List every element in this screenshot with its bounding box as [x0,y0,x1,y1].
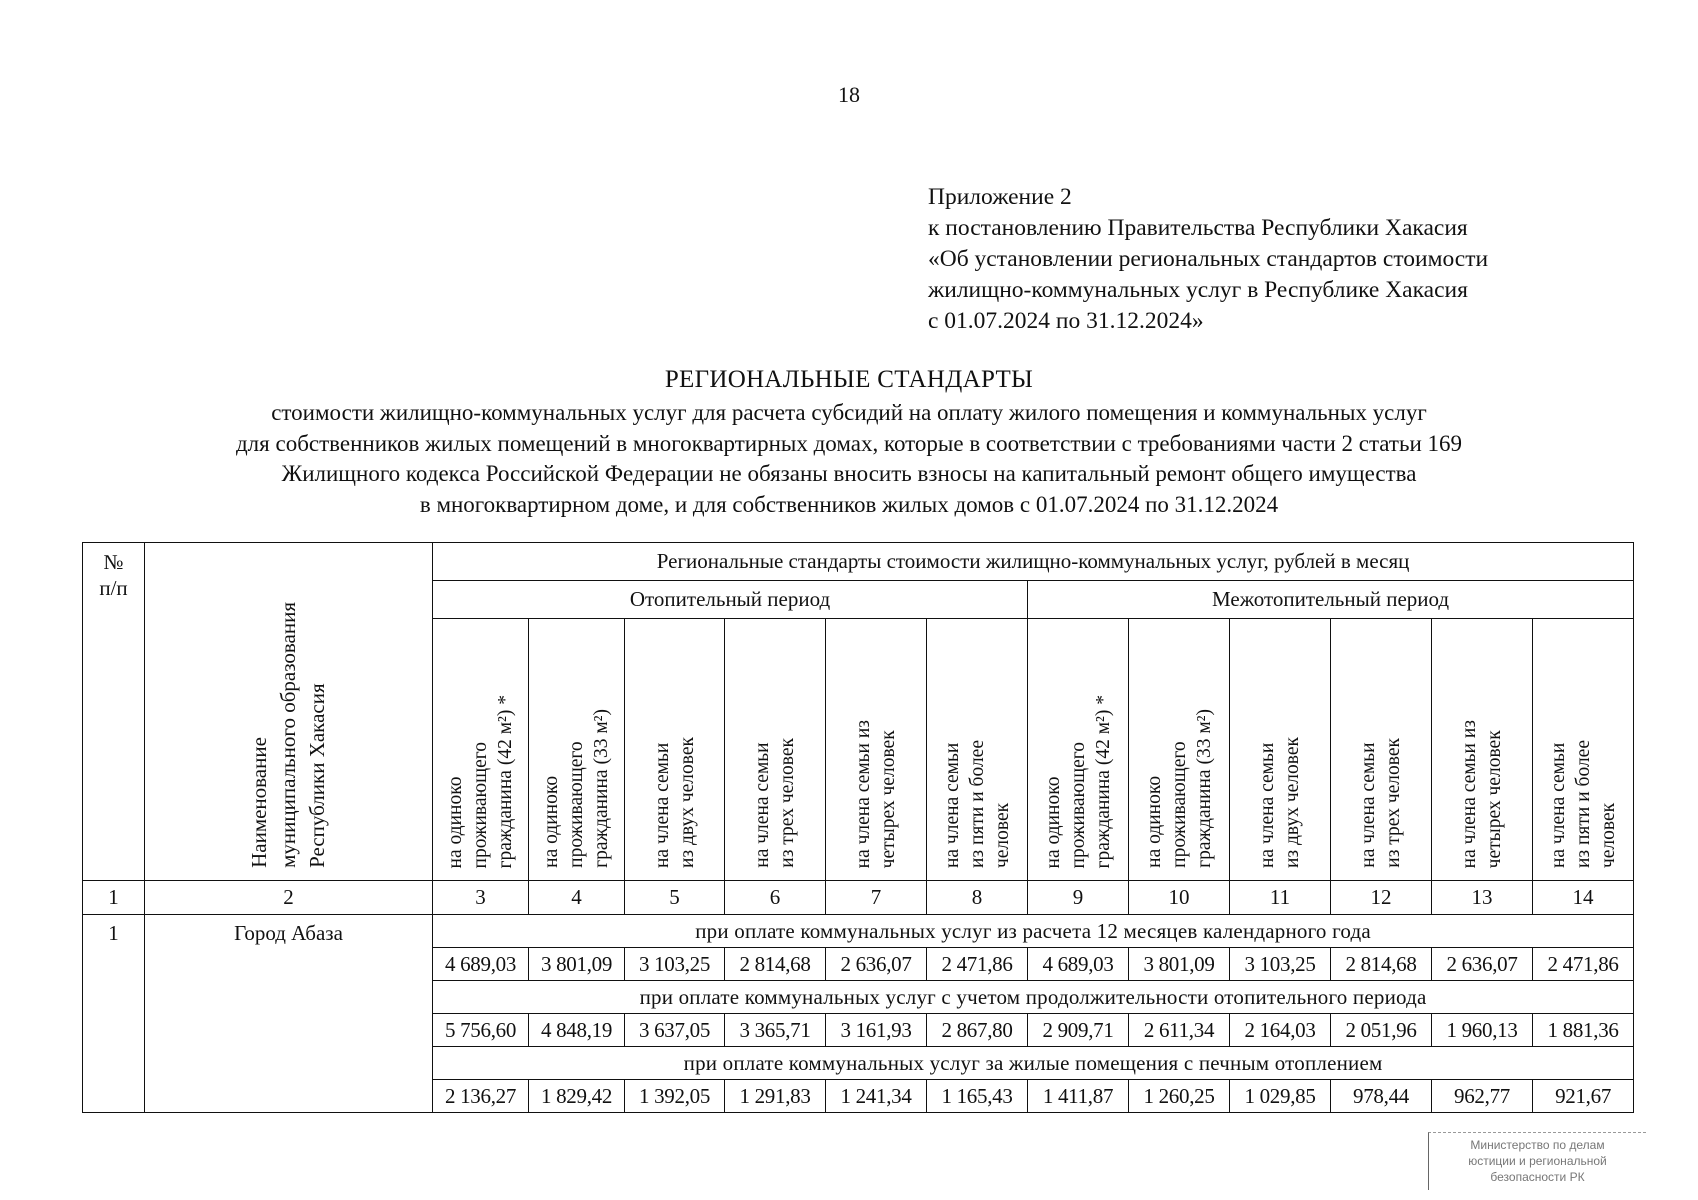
value-cell: 1 881,36 [1533,1014,1634,1047]
appendix-line: Приложение 2 [928,184,1072,210]
appendix-line: жилищно-коммунальных услуг в Республике Хакасия [928,277,1468,303]
value-cell: 2 051,96 [1331,1014,1432,1047]
column-number: 5 [625,881,725,915]
column-number: 1 [83,881,145,915]
document-subtitle [0,398,1698,520]
value-cell: 962,77 [1432,1080,1533,1113]
value-cell: 1 165,43 [927,1080,1028,1113]
appendix-line: «Об установлении региональных стандартов стоимости [928,246,1489,272]
stamp-line: Министерство по делам [1470,1138,1605,1152]
value-cell: 921,67 [1533,1080,1634,1113]
header-heating-period: Отопительный период [433,581,1028,619]
column-number: 8 [927,881,1028,915]
subheader-cell [1331,619,1432,881]
subheader-text: на члена семьи из двух человек [1257,736,1303,868]
subheader-cell [1432,619,1533,881]
value-cell: 4 689,03 [1028,948,1129,981]
subtitle-line: в многоквартирном доме, и для собственников жилых домов с 01.07.2024 по 31.12.2024 [419,491,1279,517]
subheader-text: на члена семьи из четырех человек [1459,719,1505,868]
table-row [83,915,1634,948]
subheader-text: на одиноко проживающего гражданина (42 м²) * [1042,694,1114,868]
value-cell: 4 689,03 [433,948,529,981]
value-cell: 1 241,34 [826,1080,927,1113]
stamp-line: безопасности РК [1490,1170,1585,1184]
value-cell: 1 829,42 [529,1080,625,1113]
value-cell: 1 960,13 [1432,1014,1533,1047]
subheader-cell [1129,619,1230,881]
value-cell: 978,44 [1331,1080,1432,1113]
subheader-text: на одиноко проживающего гражданина (33 м²) [541,709,612,868]
value-cell: 1 029,85 [1230,1080,1331,1113]
value-cell: 5 756,60 [433,1014,529,1047]
value-cell: 1 291,83 [725,1080,826,1113]
subtitle-line: для собственников жилых помещений в многоквартирных домах, которые в соответствии с требованиями части 2 статьи 169 [235,430,1463,456]
document-title: РЕГИОНАЛЬНЫЕ СТАНДАРТЫ [664,366,1034,393]
section-condition: при оплате коммунальных услуг за жилые помещения с печным отоплением [433,1047,1634,1080]
subheader-text: на члена семьи из трех человек [1358,738,1404,868]
value-cell: 2 164,03 [1230,1014,1331,1047]
section-condition: при оплате коммунальных услуг из расчета 12 месяцев календарного года [433,915,1634,948]
subtitle-line: Жилищного кодекса Российской Федерации не обязаны вносить взносы на капитальный ремонт общего имущества [281,461,1417,486]
value-cell: 2 611,34 [1129,1014,1230,1047]
subheader-cell [927,619,1028,881]
header-municipality [145,543,433,881]
subheader-cell [433,619,529,881]
subheader-cell [1230,619,1331,881]
header-nonheating-period: Межотопительный период [1028,581,1634,619]
value-cell: 3 103,25 [1230,948,1331,981]
value-cell: 3 161,93 [826,1014,927,1047]
subheader-cell [826,619,927,881]
subheader-cell [725,619,826,881]
header-number: № п/п [83,543,145,881]
value-cell: 2 867,80 [927,1014,1028,1047]
column-number: 6 [725,881,826,915]
value-cell: 3 365,71 [725,1014,826,1047]
stamp-line: юстиции и региональной [1468,1154,1607,1168]
subheader-cell [1028,619,1129,881]
value-cell: 1 411,87 [1028,1080,1129,1113]
column-number: 7 [826,881,927,915]
column-number: 11 [1230,881,1331,915]
value-cell: 2 636,07 [1432,948,1533,981]
column-number: 4 [529,881,625,915]
value-cell: 3 637,05 [625,1014,725,1047]
column-number: 9 [1028,881,1129,915]
subheader-cell [625,619,725,881]
page-number: 18 [838,82,860,107]
header-municipality-text: Наименование муниципального образования Республики Хакасия [247,602,329,868]
standards-table [82,542,1634,1113]
subheader-text: на одиноко проживающего гражданина (42 м²) * [445,694,516,868]
value-cell: 1 260,25 [1129,1080,1230,1113]
value-cell: 2 471,86 [927,948,1028,981]
row-municipality-name: Город Абаза [145,915,433,1113]
value-cell: 2 814,68 [1331,948,1432,981]
value-cell: 2 136,27 [433,1080,529,1113]
value-cell: 2 909,71 [1028,1014,1129,1047]
value-cell: 1 392,05 [625,1080,725,1113]
subheader-text: на члена семьи из пяти и более человек [941,739,1013,868]
column-number: 2 [145,881,433,915]
column-number: 13 [1432,881,1533,915]
value-cell: 3 801,09 [1129,948,1230,981]
column-number: 14 [1533,881,1634,915]
value-cell: 2 814,68 [725,948,826,981]
subtitle-line: стоимости жилищно-коммунальных услуг для расчета субсидий на оплату жилого помещения и коммунальных услуг [271,400,1427,425]
value-cell: 2 636,07 [826,948,927,981]
row-number: 1 [83,915,145,1113]
column-number: 12 [1331,881,1432,915]
column-number: 10 [1129,881,1230,915]
value-cell: 3 103,25 [625,948,725,981]
subheader-text: на члена семьи из двух человек [651,736,698,868]
registration-stamp [1428,1132,1646,1190]
column-number-row [83,881,1634,915]
subheader-text: на члена семьи из четырех человек [853,719,899,868]
subheader-cell [529,619,625,881]
column-number: 3 [433,881,529,915]
appendix-block [928,182,1648,337]
appendix-line: к постановлению Правительства Республики Хакасия [928,215,1468,241]
subheader-cell [1533,619,1634,881]
section-condition: при оплате коммунальных услуг с учетом продолжительности отопительного периода [433,981,1634,1014]
header-group: Региональные стандарты стоимости жилищно-коммунальных услуг, рублей в месяц [433,543,1634,581]
value-cell: 3 801,09 [529,948,625,981]
appendix-line: с 01.07.2024 по 31.12.2024» [928,308,1204,334]
value-cell: 4 848,19 [529,1014,625,1047]
subheader-text: на одиноко проживающего гражданина (33 м²) [1143,709,1215,868]
subheader-text: на члена семьи из трех человек [752,738,798,868]
value-cell: 2 471,86 [1533,948,1634,981]
subheader-text: на члена семьи из пяти и более человек [1547,739,1619,868]
